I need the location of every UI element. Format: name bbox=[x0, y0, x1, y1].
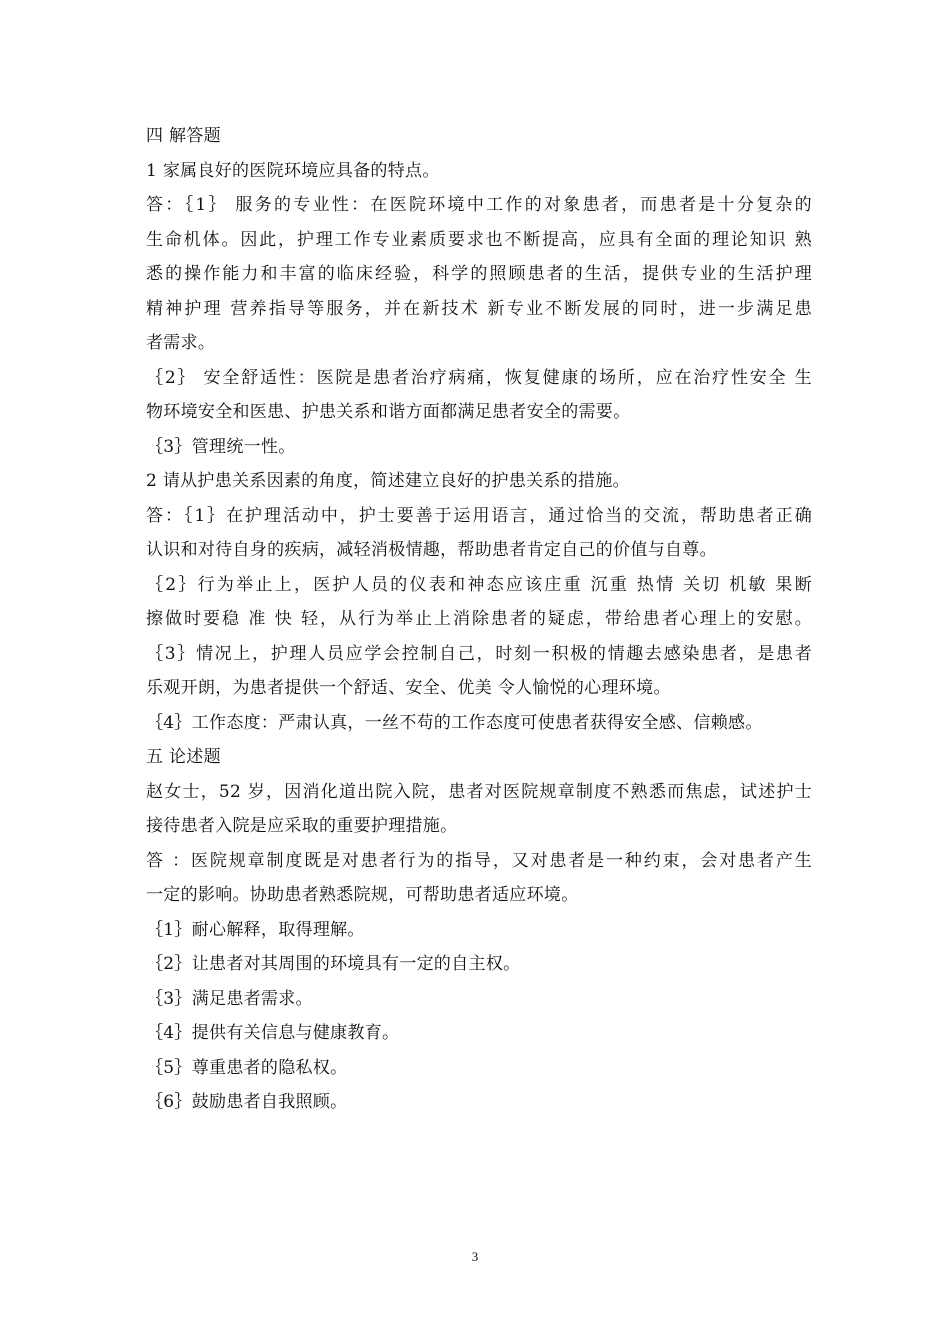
answer-line: 答 ：医院规章制度既是对患者行为的指导，又对患者是一种约束，会对患者产生 bbox=[146, 850, 812, 871]
answer-line: 精神护理 营养指导等服务，并在新技术 新专业不断发展的同时，进一步满足患 bbox=[146, 298, 812, 319]
list-item: ｛6｝鼓励患者自我照顾。 bbox=[146, 1092, 348, 1112]
answer-line: 答：｛1｝ 服务的专业性：在医院环境中工作的对象患者，而患者是十分复杂的 bbox=[146, 195, 812, 215]
page-number: 3 bbox=[471, 1249, 479, 1264]
list-item: ｛3｝满足患者需求。 bbox=[146, 988, 313, 1009]
answer-line: 生命机体。因此，护理工作专业素质要求也不断提高，应具有全面的理论知识 熟 bbox=[146, 229, 812, 250]
essay-question-line: 赵女士，52 岁，因消化道出院入院，患者对医院规章制度不熟悉而焦虑，试述护士 bbox=[146, 781, 812, 802]
list-item: ｛4｝提供有关信息与健康教育。 bbox=[146, 1023, 400, 1043]
answer-line: 认识和对待自身的疾病，减轻消极情趣，帮助患者肯定自己的价值与自尊。 bbox=[146, 540, 717, 560]
answer-line: 者需求。 bbox=[146, 333, 216, 353]
answer-line: ｛3｝管理统一性。 bbox=[146, 436, 296, 457]
section-heading-4: 四 解答题 bbox=[146, 126, 221, 146]
answer-line: 答：｛1｝在护理活动中，护士要善于运用语言，通过恰当的交流，帮助患者正确 bbox=[146, 505, 812, 526]
document-body bbox=[146, 119, 812, 1120]
answer-line: ｛2｝行为举止上，医护人员的仪表和神态应该庄重 沉重 热情 关切 机敏 果断 bbox=[146, 574, 812, 595]
list-item: ｛1｝耐心解释，取得理解。 bbox=[146, 919, 365, 940]
answer-line: ｛3｝情况上，护理人员应学会控制自己，时刻一积极的情趣去感染患者，是患者 bbox=[146, 643, 812, 664]
answer-line: 擦做时要稳 准 快 轻，从行为举止上消除患者的疑虑，带给患者心理上的安慰。 bbox=[146, 609, 812, 629]
question-2: 2 请从护患关系因素的角度，简述建立良好的护患关系的措施。 bbox=[146, 471, 630, 491]
question-1: 1 家属良好的医院环境应具备的特点。 bbox=[146, 160, 440, 181]
list-item: ｛2｝让患者对其周围的环境具有一定的自主权。 bbox=[146, 954, 521, 974]
answer-line: ｛4｝工作态度：严肃认真，一丝不苟的工作态度可使患者获得安全感、信赖感。 bbox=[146, 712, 763, 733]
section-heading-5: 五 论述题 bbox=[146, 747, 221, 767]
answer-line: 一定的影响。协助患者熟悉院规，可帮助患者适应环境。 bbox=[146, 885, 579, 905]
answer-line: ｛2｝ 安全舒适性：医院是患者治疗病痛，恢复健康的场所，应在治疗性安全 生 bbox=[146, 367, 812, 388]
answer-line: 乐观开朗，为患者提供一个舒适、安全、优美 令人愉悦的心理环境。 bbox=[146, 678, 671, 698]
list-item: ｛5｝尊重患者的隐私权。 bbox=[146, 1057, 348, 1078]
answer-line: 物环境安全和医患、护患关系和谐方面都满足患者安全的需要。 bbox=[146, 402, 631, 422]
answer-line: 悉的操作能力和丰富的临床经验，科学的照顾患者的生活，提供专业的生活护理 bbox=[146, 264, 812, 284]
essay-question-line: 接待患者入院是应采取的重要护理措施。 bbox=[146, 816, 458, 836]
